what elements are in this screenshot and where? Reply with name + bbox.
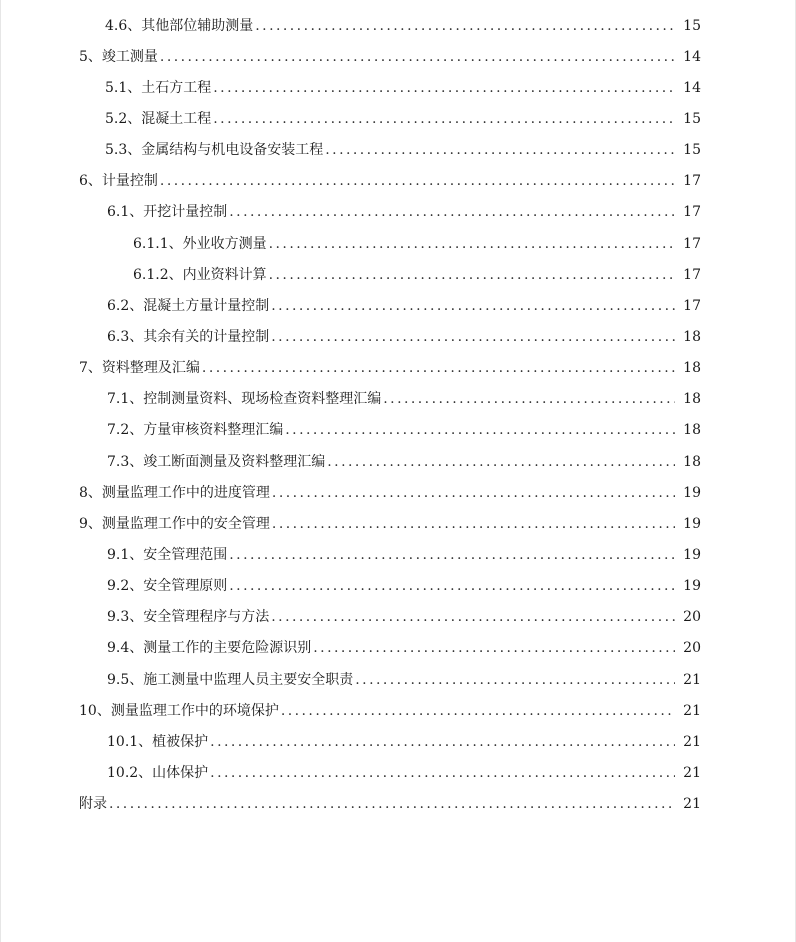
toc-leader-dots bbox=[327, 452, 675, 472]
toc-entry-label: 7.2、方量审核资料整理汇编 bbox=[107, 422, 284, 439]
toc-entry-label: 7.3、竣工断面测量及资料整理汇编 bbox=[107, 453, 326, 470]
toc-entry-page-number: 17 bbox=[683, 297, 701, 314]
toc-entry[interactable] bbox=[1, 695, 796, 726]
toc-entry-page-number: 18 bbox=[683, 453, 701, 470]
toc-entry-page-number: 18 bbox=[683, 328, 701, 345]
toc-entry-page-number: 15 bbox=[683, 142, 701, 159]
toc-entry-label: 9.2、安全管理原则 bbox=[107, 578, 228, 595]
toc-entry-page-number: 19 bbox=[683, 515, 701, 532]
toc-entry[interactable] bbox=[1, 353, 796, 384]
toc-entry-label: 9、测量监理工作中的安全管理 bbox=[79, 515, 270, 532]
toc-entry-label: 6.1、开挖计量控制 bbox=[107, 204, 228, 221]
toc-leader-dots bbox=[109, 794, 675, 814]
toc-entry-label: 10、测量监理工作中的环境保护 bbox=[79, 702, 279, 719]
toc-leader-dots bbox=[281, 701, 675, 721]
toc-entry-page-number: 14 bbox=[683, 79, 701, 96]
toc-entry-page-number: 20 bbox=[683, 609, 701, 626]
toc-entry-page-number: 17 bbox=[683, 173, 701, 190]
toc-entry[interactable] bbox=[1, 197, 796, 228]
toc-entry-page-number: 21 bbox=[683, 702, 701, 719]
toc-entry-page-number: 21 bbox=[683, 796, 701, 813]
toc-leader-dots bbox=[202, 358, 675, 378]
toc-entry-page-number: 17 bbox=[683, 235, 701, 252]
toc-entry[interactable] bbox=[1, 633, 796, 664]
toc-entry[interactable] bbox=[1, 384, 796, 415]
toc-leader-dots bbox=[269, 234, 675, 254]
table-of-contents bbox=[1, 10, 796, 820]
toc-entry-label: 7.1、控制测量资料、现场检查资料整理汇编 bbox=[107, 391, 382, 408]
toc-leader-dots bbox=[285, 420, 675, 440]
toc-leader-dots bbox=[229, 576, 675, 596]
toc-leader-dots bbox=[160, 47, 675, 67]
toc-entry-label: 9.3、安全管理程序与方法 bbox=[107, 609, 270, 626]
toc-entry-page-number: 21 bbox=[683, 764, 701, 781]
toc-entry-page-number: 15 bbox=[683, 17, 701, 34]
toc-leader-dots bbox=[210, 763, 675, 783]
toc-leader-dots bbox=[272, 514, 675, 534]
toc-entry[interactable] bbox=[1, 228, 796, 259]
toc-entry[interactable] bbox=[1, 789, 796, 820]
toc-entry-page-number: 19 bbox=[683, 484, 701, 501]
toc-entry-label: 5.2、混凝土工程 bbox=[105, 110, 212, 127]
toc-entry-label: 8、测量监理工作中的进度管理 bbox=[79, 484, 270, 501]
toc-entry[interactable] bbox=[1, 10, 796, 41]
toc-leader-dots bbox=[213, 78, 675, 98]
toc-leader-dots bbox=[313, 638, 675, 658]
toc-entry-page-number: 17 bbox=[683, 204, 701, 221]
toc-entry[interactable] bbox=[1, 757, 796, 788]
toc-leader-dots bbox=[229, 202, 675, 222]
toc-entry[interactable] bbox=[1, 664, 796, 695]
toc-entry[interactable] bbox=[1, 72, 796, 103]
toc-entry[interactable] bbox=[1, 571, 796, 602]
toc-entry-label: 5.1、土石方工程 bbox=[105, 79, 212, 96]
toc-entry-page-number: 15 bbox=[683, 110, 701, 127]
toc-leader-dots bbox=[355, 670, 675, 690]
toc-entry[interactable] bbox=[1, 166, 796, 197]
toc-entry[interactable] bbox=[1, 290, 796, 321]
toc-leader-dots bbox=[272, 483, 675, 503]
toc-entry-label: 5.3、金属结构与机电设备安装工程 bbox=[105, 142, 324, 159]
toc-entry-page-number: 17 bbox=[683, 266, 701, 283]
toc-entry-page-number: 18 bbox=[683, 422, 701, 439]
toc-entry-label: 5、竣工测量 bbox=[79, 48, 158, 65]
toc-entry-label: 4.6、其他部位辅助测量 bbox=[105, 17, 254, 34]
toc-entry-label: 7、资料整理及汇编 bbox=[79, 360, 200, 377]
toc-entry[interactable] bbox=[1, 41, 796, 72]
toc-entry-label: 10.1、植被保护 bbox=[107, 733, 209, 750]
toc-entry-label: 9.5、施工测量中监理人员主要安全职责 bbox=[107, 671, 354, 688]
toc-entry[interactable] bbox=[1, 508, 796, 539]
toc-leader-dots bbox=[229, 545, 675, 565]
toc-entry-label: 10.2、山体保护 bbox=[107, 764, 209, 781]
toc-entry-page-number: 19 bbox=[683, 578, 701, 595]
toc-entry-page-number: 19 bbox=[683, 546, 701, 563]
toc-entry[interactable] bbox=[1, 103, 796, 134]
toc-entry-label: 9.1、安全管理范围 bbox=[107, 546, 228, 563]
toc-entry-label: 6.1.2、内业资料计算 bbox=[133, 266, 267, 283]
toc-entry[interactable] bbox=[1, 321, 796, 352]
toc-entry-label: 附录 bbox=[79, 796, 107, 813]
toc-entry-page-number: 21 bbox=[683, 671, 701, 688]
toc-entry-page-number: 14 bbox=[683, 48, 701, 65]
toc-entry[interactable] bbox=[1, 726, 796, 757]
toc-entry-label: 6.1.1、外业收方测量 bbox=[133, 235, 267, 252]
toc-entry-label: 9.4、测量工作的主要危险源识别 bbox=[107, 640, 312, 657]
toc-entry-label: 6.2、混凝土方量计量控制 bbox=[107, 297, 270, 314]
toc-entry[interactable] bbox=[1, 135, 796, 166]
toc-entry[interactable] bbox=[1, 477, 796, 508]
toc-leader-dots bbox=[210, 732, 675, 752]
toc-entry-page-number: 18 bbox=[683, 360, 701, 377]
toc-entry-page-number: 21 bbox=[683, 733, 701, 750]
toc-leader-dots bbox=[269, 265, 675, 285]
toc-entry[interactable] bbox=[1, 539, 796, 570]
toc-leader-dots bbox=[271, 296, 675, 316]
toc-leader-dots bbox=[271, 327, 675, 347]
toc-leader-dots bbox=[325, 140, 675, 160]
toc-entry-label: 6、计量控制 bbox=[79, 173, 158, 190]
toc-entry[interactable] bbox=[1, 446, 796, 477]
toc-leader-dots bbox=[255, 16, 675, 36]
toc-leader-dots bbox=[160, 171, 675, 191]
toc-entry[interactable] bbox=[1, 415, 796, 446]
toc-leader-dots bbox=[383, 389, 675, 409]
toc-leader-dots bbox=[271, 607, 675, 627]
toc-entry-label: 6.3、其余有关的计量控制 bbox=[107, 328, 270, 345]
toc-entry-page-number: 20 bbox=[683, 640, 701, 657]
toc-entry-page-number: 18 bbox=[683, 391, 701, 408]
toc-entry[interactable] bbox=[1, 259, 796, 290]
toc-entry[interactable] bbox=[1, 602, 796, 633]
toc-leader-dots bbox=[213, 109, 675, 129]
